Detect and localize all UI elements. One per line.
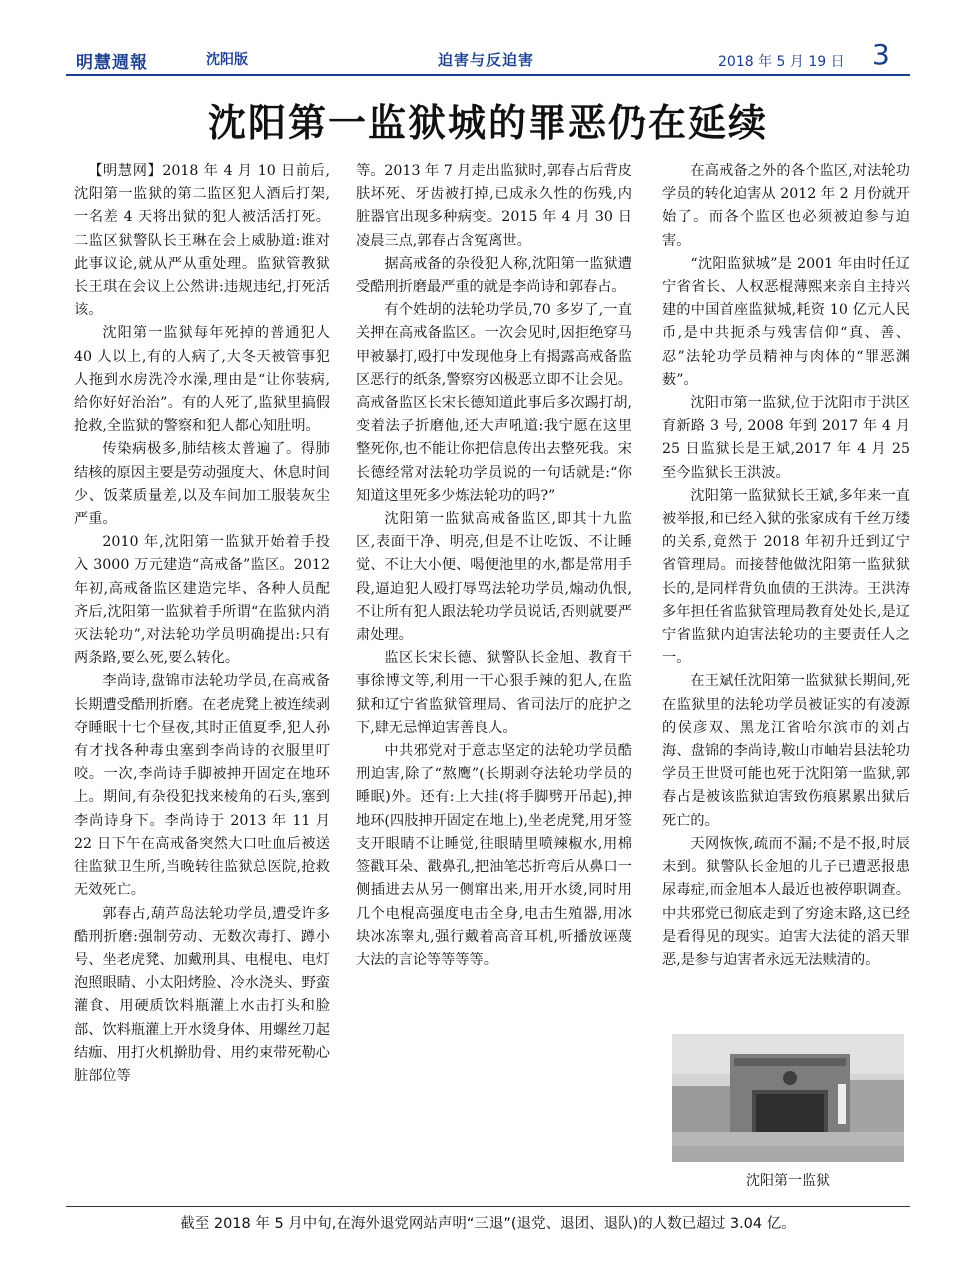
page-number: 3: [872, 38, 890, 71]
paragraph: 等。2013 年 7 月走出监狱时,郭春占后背皮肤坏死、牙齿被打掉,已成永久性的伤残,内脏器官出现多种病变。2015 年 4 月 30 日凌晨三点,郭春占含冤离世。: [356, 163, 632, 249]
article-column-3: [662, 160, 910, 972]
paragraph: 【明慧网】2018 年 4 月 10 日前后,沈阳第一监狱的第二监区犯人酒后打架,一名差 4 天将出狱的犯人被活活打死。二监区狱警队长王琳在会上威胁道:谁对此事议论,就从严从重处理。监狱管教狱长王琪在会议上公然讲:违规违纪,打死活该。: [74, 163, 330, 319]
section-title: 迫害与反迫害: [438, 51, 535, 69]
paragraph: 在王斌任沈阳第一监狱狱长期间,死在监狱里的法轮功学员被证实的有凌源的侯彦双、黑龙江省哈尔滨市的刘占海、盘锦的李尚诗,鞍山市岫岩县法轮功学员王世贤可能也死于沈阳第一监狱,郭春占是被该监狱迫害致伤痕累累出狱后死亡的。: [662, 673, 910, 829]
footer-notice: 截至 2018 年 5 月中旬,在海外退党网站声明“三退”(退党、退团、退队)的人数已超过 3.04 亿。: [180, 1216, 796, 1232]
paragraph: 沈阳第一监狱高戒备监区,即其十九监区,表面干净、明亮,但是不让吃饭、不让睡觉、不让大小便、喝便池里的水,都是常用手段,逼迫犯人殴打辱骂法轮功学员,煽动仇恨,不让所有犯人跟法轮功学员说话,否则就要严肃处理。: [356, 511, 632, 644]
paragraph: 监区长宋长德、狱警队长金旭、教育干事徐博文等,利用一干心狠手辣的犯人,在监狱和辽宁省监狱管理局、省司法厅的庇护之下,肆无忌惮迫害善良人。: [356, 650, 632, 736]
article-headline: 沈阳第一监狱城的罪恶仍在延续: [207, 101, 768, 145]
paragraph: 有个姓胡的法轮功学员,70 多岁了,一直关押在高戒备监区。一次会见时,因拒绝穿马甲被暴打,殴打中发现他身上有揭露高戒备监区恶行的纸条,警察穷凶极恶立即不让会见。高戒备监区长宋长德知道此事后多次踢打胡,变着法子折磨他,还大声吼道:我宁愿在这里整死你,也不能让你把信息传出去整死我。宋长德经常对法轮功学员说的一句话就是:“你知道这里死多少炼法轮功的吗?”: [356, 302, 632, 504]
paragraph: 在高戒备之外的各个监区,对法轮功学员的转化迫害从 2012 年 2 月份就开始了。而各个监区也必须被迫参与迫害。: [662, 163, 910, 249]
issue-date: 2018 年 5 月 19 日: [718, 54, 845, 70]
paragraph: 2010 年,沈阳第一监狱开始着手投入 3000 万元建造“高戒备”监区。2012 年初,高戒备监区建造完毕、各种人员配齐后,沈阳第一监狱着手所谓“在监狱内消灭法轮功”,对法轮功学员明确提出:只有两条路,要么死,要么转化。: [74, 534, 330, 667]
paragraph: “沈阳监狱城”是 2001 年由时任辽宁省省长、人权恶棍薄熙来亲自主持兴建的中国首座监狱城,耗资 10 亿元人民币,是中共扼杀与残害信仰“真、善、忍”法轮功学员精神与肉体的“罪恶渊薮”。: [662, 255, 910, 388]
paragraph: 沈阳市第一监狱,位于沈阳市于洪区育新路 3 号, 2008 年到 2017 年 4 月 25 日监狱长是王斌,2017 年 4 月 25 至今监狱长王洪波。: [662, 395, 910, 481]
paragraph: 沈阳第一监狱狱长王斌,多年来一直被举报,和已经入狱的张家成有千丝万缕的关系,竟然于 2018 年初升迁到辽宁省管理局。而接替他做沈阳第一监狱狱长的,是同样背负血债的王洪涛。王洪涛多年担任省监狱管理局教育处处长,是辽宁省监狱内迫害法轮功的主要责任人之一。: [662, 487, 910, 667]
paragraph: 中共邪党对于意志坚定的法轮功学员酷刑迫害,除了“熬鹰”(长期剥夺法轮功学员的睡眠)外。还有:上大挂(将手脚劈开吊起),抻地环(四肢抻开固定在地上),坐老虎凳,用牙签支开眼睛不让睡觉,往眼睛里喷辣椒水,用棉签戳耳朵、戳鼻孔,把油笔芯折弯后从鼻口一侧插进去从另一侧窜出来,用开水烫,同时用几个电棍高强度电击全身,电击生殖器,用冰块冰冻睾丸,强行戴着高音耳机,听播放诬蔑大法的言论等等等等。: [356, 743, 632, 968]
paragraph: 沈阳第一监狱每年死掉的普通犯人 40 人以上,有的人病了,大冬天被管事犯人拖到水房洗冷水澡,理由是“让你装病,给你好好治治”。有的人死了,监狱里搞假抢救,全监狱的警察和犯人都心知肚明。: [74, 325, 330, 435]
paragraph: 李尚诗,盘锦市法轮功学员,在高戒备长期遭受酷刑折磨。在老虎凳上被连续剥夺睡眠十七个昼夜,其时正值夏季,犯人孙有才找各种毒虫塞到李尚诗的衣服里叮咬。一次,李尚诗手脚被抻开固定在地环上。期间,有杂役犯找来棱角的石头,塞到李尚诗身下。李尚诗于 2013 年 11 月 22 日下午在高戒备突然大口吐血后被送往监狱卫生所,当晚转往监狱总医院,抢救无效死亡。: [74, 673, 330, 899]
page-header: [66, 38, 916, 78]
paragraph: 传染病极多,肺结核太普遍了。得肺结核的原因主要是劳动强度大、休息时间少、饭菜质量差,以及车间加工服装灰尘严重。: [74, 441, 330, 528]
header-divider: [66, 74, 910, 76]
paragraph: 天网恢恢,疏而不漏;不是不报,时辰未到。狱警队长金旭的儿子已遭恶报患尿毒症,而金旭本人最近也被停职调查。中共邪党已彻底走到了穷途末路,这已经是看得见的现实。迫害大法徒的滔天罪恶,是参与迫害者永远无法赎清的。: [662, 835, 910, 968]
newspaper-logo: 明慧週報: [76, 53, 148, 73]
photo-caption: 沈阳第一监狱: [746, 1173, 830, 1189]
edition-label: 沈阳版: [206, 52, 248, 68]
paragraph: 据高戒备的杂役犯人称,沈阳第一监狱遭受酷刑折磨最严重的就是李尚诗和郭春占。: [356, 255, 632, 296]
prison-gate-photo: [672, 1034, 904, 1162]
article-column-1: [74, 160, 330, 1088]
footer-divider: [66, 1206, 910, 1207]
article-column-2: [356, 160, 632, 972]
paragraph: 郭春占,葫芦岛法轮功学员,遭受许多酷刑折磨:强制劳动、无数次毒打、蹲小号、坐老虎凳、加戴刑具、电棍电、电灯泡照眼睛、小太阳烤脸、冷水浇头、野蛮灌食、用硬质饮料瓶灌上水击打头和脸部、饮料瓶灌上开水烫身体、用螺丝刀起结痂、用打火机擀肋骨、用约束带死勒心脏部位等: [74, 905, 330, 1084]
